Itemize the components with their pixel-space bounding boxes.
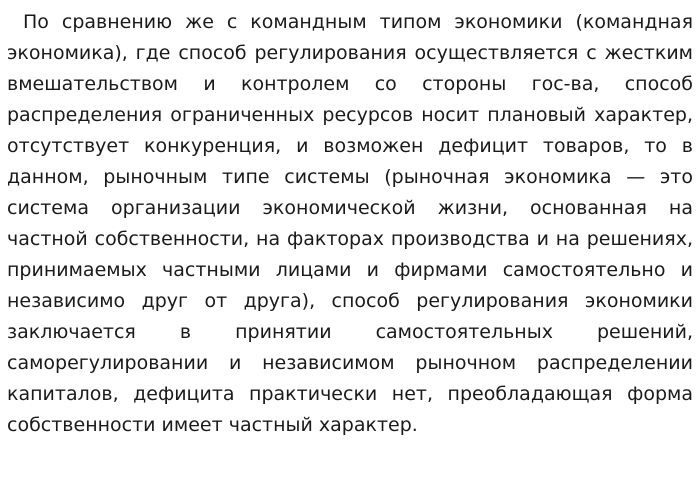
- document-page: [7, 7, 693, 441]
- body-paragraph: По сравнению же с командным типом экономики (командная экономика), где способ регулирования осуществляется с жестким вмешательством и контролем со стороны гос-ва, способ распределения ограниченных ресурсов носит плановый характер, отсутствует конкуренция, и возможен дефицит товаров, то в данном, рыночным типе системы (рыночная экономика — это система организации экономической жизни, основанная на частной собственности, на факторах производства и на решениях, принимаемых частными лицами и фирмами самостоятельно и независимо друг от друга), способ регулирования экономики заключается в принятии самостоятельных решений, саморегулировании и независимом рыночном распределении капиталов, дефицита практически нет, преобладающая форма собственности имеет частный характер.: [7, 11, 693, 436]
